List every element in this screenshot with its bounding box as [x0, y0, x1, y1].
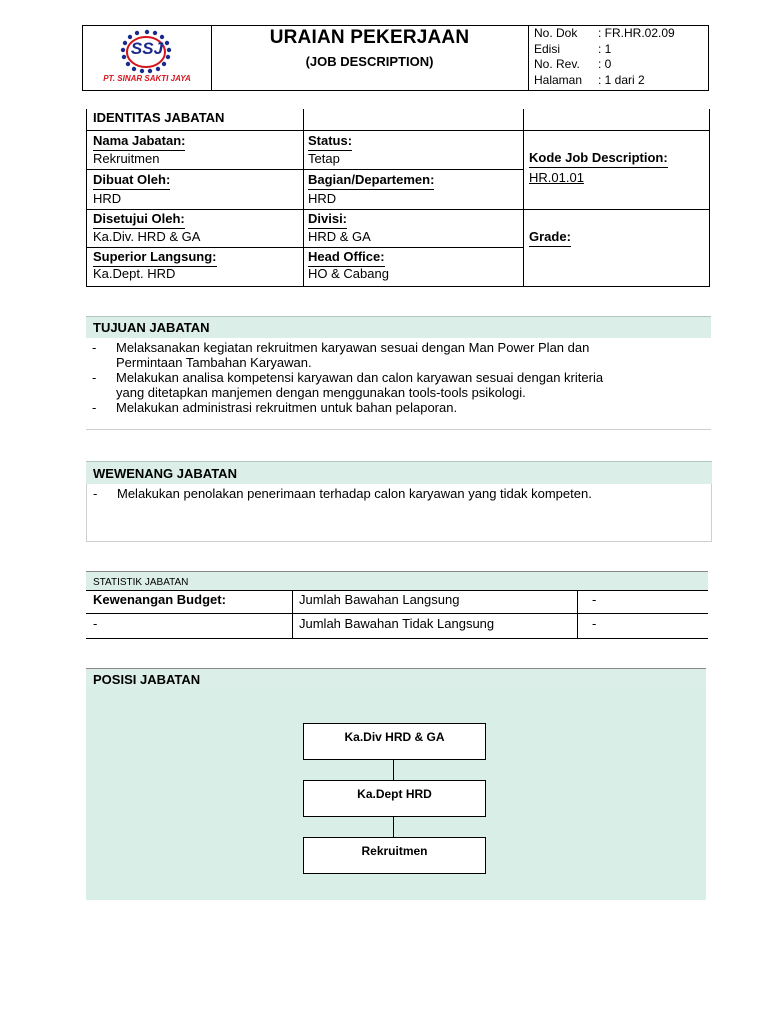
dibuat-oleh-value: HRD — [93, 191, 122, 206]
kode-job-description-label: Kode Job Description: — [529, 150, 668, 168]
logo-text: SSJ — [130, 39, 164, 58]
head-office-label: Head Office: — [308, 249, 385, 267]
nama-jabatan-value: Rekruitmen — [93, 151, 160, 166]
head-office-value: HO & Cabang — [308, 266, 389, 281]
org-box-rekruitmen: Rekruitmen — [303, 837, 486, 874]
org-connector — [393, 816, 394, 839]
kode-job-description-value: HR.01.01 — [529, 170, 584, 185]
divisi-label: Divisi: — [308, 211, 347, 229]
company-name: PT. SINAR SAKTI JAYA — [103, 74, 191, 83]
kewenangan-budget-label: Kewenangan Budget: — [93, 592, 226, 607]
statistik-jabatan-heading: STATISTIK JABATAN — [86, 571, 708, 590]
document-subtitle: (JOB DESCRIPTION) — [305, 54, 434, 69]
bawahan-langsung-value: - — [592, 592, 597, 607]
kewenangan-budget-value: - — [93, 616, 98, 631]
identitas-jabatan-table — [86, 109, 710, 287]
bawahan-langsung-label: Jumlah Bawahan Langsung — [299, 592, 460, 607]
grade-label: Grade: — [529, 229, 571, 247]
status-label: Status: — [308, 133, 352, 151]
tujuan-item: - Melaksanakan kegiatan rekruitmen karyawan sesuai dengan Man Power Plan dan Permintaan Tambahan Karyawan. — [92, 340, 590, 370]
nama-jabatan-label: Nama Jabatan: — [93, 133, 185, 151]
bawahan-tidak-langsung-label: Jumlah Bawahan Tidak Langsung — [299, 616, 495, 631]
posisi-jabatan-heading: POSISI JABATAN — [86, 668, 706, 689]
statistik-jabatan-table — [86, 590, 708, 639]
disetujui-oleh-value: Ka.Div. HRD & GA — [93, 229, 201, 244]
divisi-value: HRD & GA — [308, 229, 371, 244]
org-connector — [393, 759, 394, 782]
bagian-departemen-value: HRD — [308, 191, 337, 206]
org-box-ka-dept: Ka.Dept HRD — [303, 780, 486, 817]
tujuan-item: - Melakukan administrasi rekruitmen untuk bahan pelaporan. — [92, 400, 458, 415]
bagian-departemen-label: Bagian/Departemen: — [308, 172, 434, 190]
company-logo — [89, 28, 205, 88]
wewenang-jabatan-body — [86, 484, 712, 542]
disetujui-oleh-label: Disetujui Oleh: — [93, 211, 185, 229]
org-box-ka-div: Ka.Div HRD & GA — [303, 723, 486, 760]
document-title: URAIAN PEKERJAAN — [269, 27, 470, 48]
identitas-heading: IDENTITAS JABATAN — [93, 110, 225, 125]
superior-langsung-value: Ka.Dept. HRD — [93, 266, 176, 281]
tujuan-jabatan-heading: TUJUAN JABATAN — [86, 316, 711, 338]
superior-langsung-label: Superior Langsung: — [93, 249, 217, 267]
document-header: SSJ PT. SINAR SAKTI JAYA URAIAN PEKERJAAN (JOB DESCRIPTION) No. Dok : FR.HR.02.09 Edisi : 1 No. Rev. : 0 Halaman : 1 dari 2 — [82, 25, 709, 91]
org-chart — [86, 689, 706, 900]
wewenang-jabatan-heading: WEWENANG JABATAN — [86, 461, 712, 484]
bawahan-tidak-langsung-value: - — [592, 616, 597, 631]
dibuat-oleh-label: Dibuat Oleh: — [93, 172, 170, 190]
status-value: Tetap — [308, 151, 340, 166]
tujuan-jabatan-body — [86, 338, 711, 430]
tujuan-item: - Melakukan analisa kompetensi karyawan dan calon karyawan sesuai dengan kriteria yang ditetapkan manjemen dengan menggunakan tools-tools psikologi. — [92, 370, 604, 400]
wewenang-item: - Melakukan penolakan penerimaan terhadap calon karyawan yang tidak kompeten. — [93, 486, 592, 501]
